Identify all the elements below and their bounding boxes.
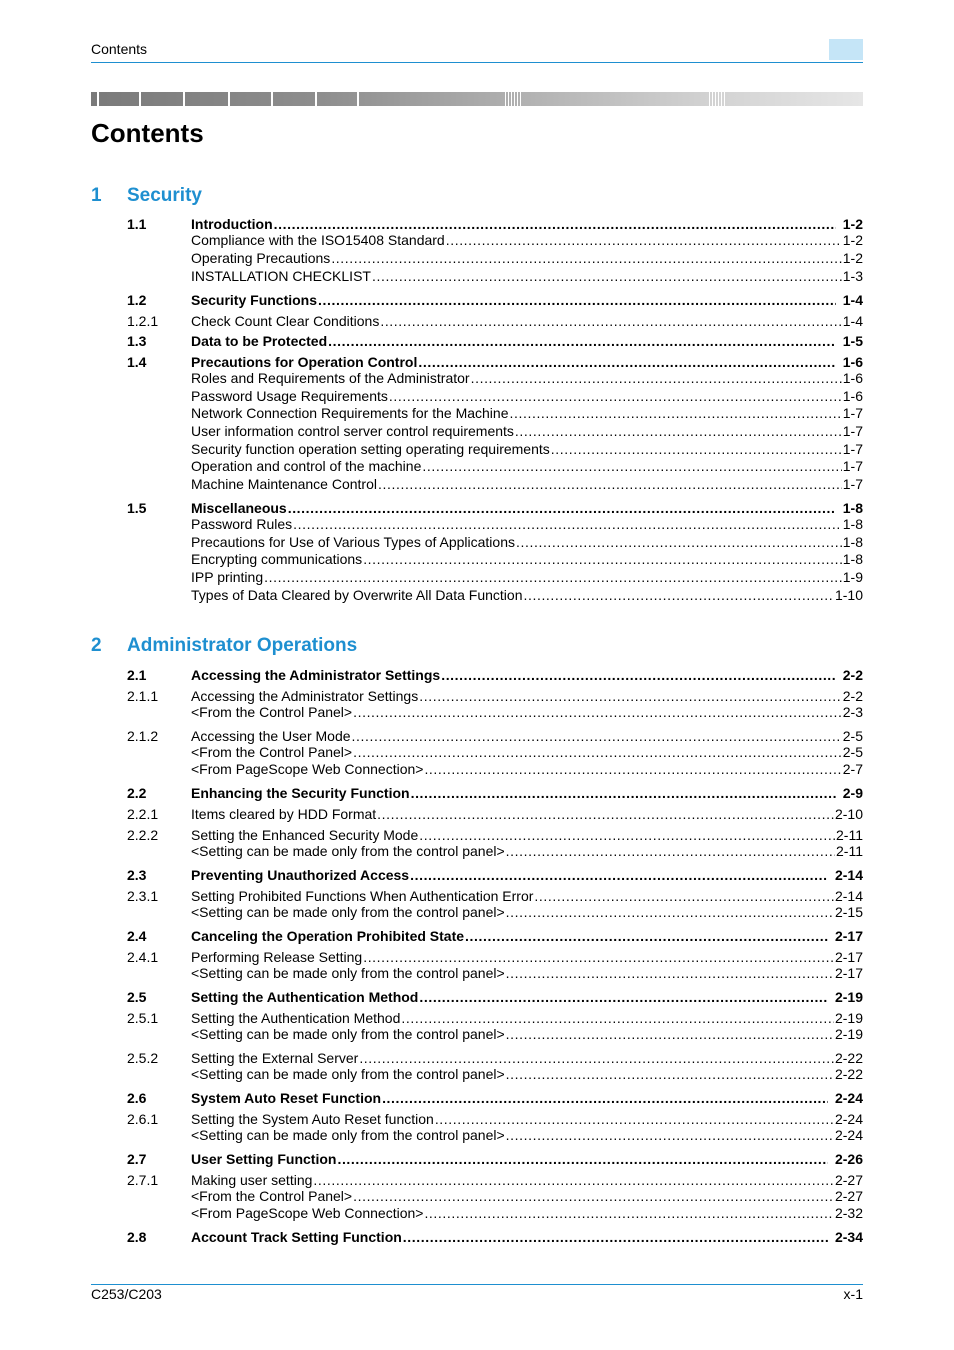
toc-entry-title: Setting the System Auto Reset function — [191, 1111, 434, 1127]
toc-dot-leader — [418, 354, 835, 370]
toc-entry[interactable] — [127, 370, 863, 386]
toc-entry-page: 1-4 — [842, 313, 863, 329]
toc-entry-page: 2-17 — [834, 965, 863, 981]
toc-entry[interactable] — [127, 1090, 863, 1106]
toc-dot-leader — [510, 405, 842, 421]
toc-entry-body — [191, 292, 863, 308]
toc-entry-page: 2-5 — [842, 728, 863, 744]
toc-dot-leader — [534, 888, 834, 904]
toc-entry-page: 2-24 — [834, 1090, 863, 1106]
toc-entry-page: 2-14 — [834, 888, 863, 904]
toc-entry-title: Setting the Authentication Method — [191, 989, 419, 1005]
chapter-title: Security — [127, 185, 202, 206]
toc-dot-leader — [523, 587, 833, 603]
toc-entry-body — [191, 744, 863, 760]
footer-divider — [91, 1284, 863, 1285]
toc-entry-number: 2.2 — [127, 785, 147, 801]
toc-entry-title: Check Count Clear Conditions — [191, 313, 380, 329]
header-tab-marker — [829, 39, 863, 60]
toc-entry-body — [191, 761, 863, 777]
toc-entry-page: 2-19 — [834, 1026, 863, 1042]
toc-entry-title: Accessing the Administrator Settings — [191, 667, 441, 683]
toc-dot-leader — [382, 1090, 828, 1106]
toc-entry-body — [191, 268, 863, 284]
toc-entry-body — [191, 806, 863, 822]
toc-entry[interactable] — [127, 1127, 863, 1143]
toc-entry-title: Encrypting communications — [191, 551, 363, 567]
toc-entry[interactable] — [127, 1205, 863, 1221]
toc-entry-page: 2-22 — [834, 1050, 863, 1066]
toc-entry-body — [191, 1010, 863, 1026]
toc-entry-body — [191, 441, 863, 457]
toc-entry-number: 2.5.2 — [127, 1050, 159, 1066]
toc-entry[interactable] — [127, 292, 863, 308]
toc-dot-leader — [331, 250, 841, 266]
toc-entry-body — [191, 370, 863, 386]
toc-entry-body — [191, 388, 863, 404]
toc-dot-leader — [422, 458, 841, 474]
toc-entry-body — [191, 458, 863, 474]
toc-entry-page: 1-3 — [842, 268, 863, 284]
toc-entry[interactable] — [127, 500, 863, 516]
toc-entry[interactable] — [127, 1111, 863, 1127]
toc-entry[interactable] — [127, 827, 863, 843]
toc-entry-body — [191, 928, 863, 944]
toc-entry-title: Setting Prohibited Functions When Authentication Error — [191, 888, 534, 904]
toc-entry[interactable] — [127, 843, 863, 859]
toc-entry[interactable] — [127, 516, 863, 532]
toc-entry-number: 2.8 — [127, 1229, 147, 1245]
toc-entry-title: Roles and Requirements of the Administrator — [191, 370, 470, 386]
toc-entry-body — [191, 1026, 863, 1042]
toc-entry[interactable] — [127, 441, 863, 457]
toc-dot-leader — [441, 667, 836, 683]
toc-entry-number: 2.1 — [127, 667, 147, 683]
toc-dot-leader — [401, 1010, 834, 1026]
toc-entry-page: 2-15 — [834, 904, 863, 920]
toc-entry-title: Making user setting — [191, 1172, 313, 1188]
toc-dot-leader — [419, 827, 835, 843]
toc-dot-leader — [424, 761, 841, 777]
toc-entry-page: 2-32 — [834, 1205, 863, 1221]
toc-entry-page: 1-5 — [842, 333, 863, 349]
toc-entry-page: 1-8 — [842, 551, 863, 567]
toc-entry-page: 1-2 — [842, 216, 863, 232]
toc-entry-page: 2-24 — [834, 1127, 863, 1143]
toc-dot-leader — [506, 965, 834, 981]
toc-dot-leader — [411, 785, 836, 801]
toc-entry-title: Miscellaneous — [191, 500, 287, 516]
toc-entry-number: 2.6 — [127, 1090, 147, 1106]
toc-entry[interactable] — [127, 965, 863, 981]
toc-entry[interactable] — [127, 250, 863, 266]
toc-entry-body — [191, 1229, 863, 1245]
toc-dot-leader — [359, 1050, 834, 1066]
toc-entry-page: 1-6 — [842, 370, 863, 386]
toc-entry-body — [191, 313, 863, 329]
toc-entry-body — [191, 216, 863, 232]
toc-entry-body — [191, 232, 863, 248]
toc-entry-number: 1.5 — [127, 500, 147, 516]
toc-entry[interactable] — [127, 785, 863, 801]
toc-entry[interactable] — [127, 806, 863, 822]
toc-dot-leader — [506, 904, 834, 920]
toc-entry[interactable] — [127, 1188, 863, 1204]
toc-entry-page: 1-7 — [842, 458, 863, 474]
toc-entry-body — [191, 405, 863, 421]
toc-dot-leader — [274, 216, 836, 232]
toc-dot-leader — [372, 268, 842, 284]
toc-dot-leader — [288, 500, 836, 516]
chapter-number: 2 — [91, 635, 102, 656]
toc-dot-leader — [465, 928, 828, 944]
toc-entry-title: Precautions for Use of Various Types of Applications — [191, 534, 515, 550]
toc-entry[interactable] — [127, 268, 863, 284]
toc-entry-body — [191, 904, 863, 920]
toc-entry[interactable] — [127, 704, 863, 720]
toc-entry-title: Introduction — [191, 216, 273, 232]
toc-dot-leader — [471, 370, 842, 386]
toc-entry[interactable] — [127, 423, 863, 439]
toc-dot-leader — [410, 867, 828, 883]
toc-entry-number: 2.3 — [127, 867, 147, 883]
toc-entry-page: 2-5 — [842, 744, 863, 760]
toc-entry-page: 1-7 — [842, 423, 863, 439]
toc-entry-body — [191, 587, 863, 603]
toc-entry-title: Accessing the User Mode — [191, 728, 351, 744]
toc-entry-title: User Setting Function — [191, 1151, 337, 1167]
toc-entry-title: Password Rules — [191, 516, 293, 532]
toc-dot-leader — [352, 728, 842, 744]
toc-entry[interactable] — [127, 534, 863, 550]
toc-entry-body — [191, 250, 863, 266]
toc-dot-leader — [506, 1026, 834, 1042]
toc-entry-body — [191, 867, 863, 883]
toc-entry[interactable] — [127, 1229, 863, 1245]
toc-entry[interactable] — [127, 867, 863, 883]
toc-entry-page: 2-11 — [836, 843, 863, 859]
toc-entry[interactable] — [127, 1151, 863, 1167]
toc-entry-page: 1-6 — [842, 388, 863, 404]
toc-entry-page: 2-34 — [834, 1229, 863, 1245]
toc-entry[interactable] — [127, 388, 863, 404]
toc-entry-number: 1.2.1 — [127, 313, 159, 329]
toc-entry-title: Operation and control of the machine — [191, 458, 422, 474]
toc-entry-page: 2-3 — [842, 704, 863, 720]
toc-entry-title: <Setting can be made only from the control panel> — [191, 1026, 505, 1042]
toc-entry-body — [191, 569, 863, 585]
toc-entry-page: 1-4 — [842, 292, 863, 308]
toc-entry[interactable] — [127, 1066, 863, 1082]
toc-entry-number: 1.1 — [127, 216, 147, 232]
toc-entry-title: Setting the Authentication Method — [191, 1010, 401, 1026]
toc-entry-page: 2-19 — [834, 1010, 863, 1026]
toc-dot-leader — [389, 388, 842, 404]
toc-entry[interactable] — [127, 989, 863, 1005]
toc-dot-leader — [435, 1111, 834, 1127]
toc-dot-leader — [318, 292, 836, 308]
toc-entry-page: 2-17 — [834, 949, 863, 965]
toc-entry-body — [191, 1205, 863, 1221]
toc-entry-body — [191, 333, 863, 349]
toc-entry-title: Account Track Setting Function — [191, 1229, 402, 1245]
toc-entry-page: 2-2 — [842, 667, 863, 683]
toc-entry[interactable] — [127, 405, 863, 421]
toc-entry-body — [191, 423, 863, 439]
toc-entry-number: 2.2.2 — [127, 827, 159, 843]
toc-entry-number: 2.4.1 — [127, 949, 159, 965]
toc-dot-leader — [313, 1172, 834, 1188]
toc-entry-number: 2.3.1 — [127, 888, 159, 904]
toc-dot-leader — [516, 534, 842, 550]
toc-entry-page: 2-7 — [842, 761, 863, 777]
toc-entry-number: 2.1.1 — [127, 688, 159, 704]
toc-entry-body — [191, 1172, 863, 1188]
toc-entry-number: 2.1.2 — [127, 728, 159, 744]
toc-entry-title: <From the Control Panel> — [191, 1188, 353, 1204]
toc-entry[interactable] — [127, 928, 863, 944]
toc-entry-title: Performing Release Setting — [191, 949, 363, 965]
toc-dot-leader — [328, 333, 836, 349]
toc-dot-leader — [403, 1229, 828, 1245]
toc-entry-title: <Setting can be made only from the control panel> — [191, 965, 505, 981]
toc-entry-page: 1-10 — [834, 587, 863, 603]
toc-entry[interactable] — [127, 458, 863, 474]
toc-entry-title: <Setting can be made only from the control panel> — [191, 843, 505, 859]
toc-entry-body — [191, 1066, 863, 1082]
toc-entry-title: Enhancing the Security Function — [191, 785, 410, 801]
toc-entry-title: <Setting can be made only from the control panel> — [191, 904, 505, 920]
toc-entry-number: 2.2.1 — [127, 806, 159, 822]
toc-entry[interactable] — [127, 569, 863, 585]
toc-entry-body — [191, 888, 863, 904]
toc-entry[interactable] — [127, 761, 863, 777]
toc-dot-leader — [363, 949, 834, 965]
toc-entry-body — [191, 516, 863, 532]
footer-page-number: x-1 — [843, 1286, 863, 1302]
toc-entry-body — [191, 534, 863, 550]
toc-dot-leader — [353, 744, 842, 760]
toc-dot-leader — [551, 441, 842, 457]
toc-entry-page: 2-27 — [834, 1188, 863, 1204]
toc-entry[interactable] — [127, 333, 863, 349]
toc-entry[interactable] — [127, 551, 863, 567]
toc-dot-leader — [419, 688, 842, 704]
toc-entry-title: Preventing Unauthorized Access — [191, 867, 410, 883]
toc-entry-page: 1-7 — [842, 476, 863, 492]
toc-dot-leader — [506, 843, 835, 859]
toc-entry-title: <From PageScope Web Connection> — [191, 761, 424, 777]
toc-entry[interactable] — [127, 1172, 863, 1188]
toc-entry-page: 2-24 — [834, 1111, 863, 1127]
toc-entry-body — [191, 989, 863, 1005]
toc-dot-leader — [515, 423, 842, 439]
toc-dot-leader — [378, 476, 842, 492]
toc-entry-page: 1-7 — [842, 441, 863, 457]
toc-dot-leader — [506, 1066, 834, 1082]
toc-entry-title: Compliance with the ISO15408 Standard — [191, 232, 445, 248]
toc-entry-title: Precautions for Operation Control — [191, 354, 418, 370]
toc-entry-page: 2-22 — [834, 1066, 863, 1082]
toc-entry-title: <From the Control Panel> — [191, 744, 353, 760]
toc-entry-page: 1-6 — [842, 354, 863, 370]
running-header-title: Contents — [91, 41, 148, 57]
toc-entry[interactable] — [127, 744, 863, 760]
toc-entry-body — [191, 1050, 863, 1066]
toc-entry-body — [191, 1111, 863, 1127]
toc-dot-leader — [424, 1205, 834, 1221]
toc-dot-leader — [446, 232, 842, 248]
toc-entry[interactable] — [127, 904, 863, 920]
toc-entry-title: IPP printing — [191, 569, 264, 585]
toc-dot-leader — [506, 1127, 834, 1143]
toc-entry-title: Security Functions — [191, 292, 318, 308]
toc-dot-leader — [377, 806, 834, 822]
toc-entry-page: 2-17 — [834, 928, 863, 944]
toc-entry-body — [191, 1151, 863, 1167]
toc-entry[interactable] — [127, 667, 863, 683]
toc-entry-body — [191, 1090, 863, 1106]
toc-entry-title: Network Connection Requirements for the Machine — [191, 405, 509, 421]
toc-entry-page: 1-2 — [842, 232, 863, 248]
toc-entry-body — [191, 476, 863, 492]
toc-entry-body — [191, 500, 863, 516]
toc-entry-number: 2.7.1 — [127, 1172, 159, 1188]
toc-entry-number: 1.4 — [127, 354, 147, 370]
chapter-number: 1 — [91, 185, 102, 206]
header-divider — [91, 62, 863, 63]
toc-entry[interactable] — [127, 232, 863, 248]
toc-entry-title: Security function operation setting operating requirements — [191, 441, 550, 457]
toc-entry-page: 1-8 — [842, 516, 863, 532]
toc-entry-title: <Setting can be made only from the control panel> — [191, 1066, 505, 1082]
toc-entry[interactable] — [127, 1010, 863, 1026]
toc-entry-title: Data to be Protected — [191, 333, 328, 349]
toc-entry[interactable] — [127, 313, 863, 329]
toc-entry-page: 2-9 — [842, 785, 863, 801]
toc-entry-title: Setting the External Server — [191, 1050, 359, 1066]
toc-entry-body — [191, 1188, 863, 1204]
toc-entry-page: 2-10 — [834, 806, 863, 822]
toc-entry-body — [191, 843, 863, 859]
toc-entry-title: Setting the Enhanced Security Mode — [191, 827, 419, 843]
toc-entry[interactable] — [127, 728, 863, 744]
toc-entry-page: 1-8 — [842, 534, 863, 550]
toc-entry-number: 1.3 — [127, 333, 147, 349]
toc-entry[interactable] — [127, 688, 863, 704]
toc-entry-title: <From the Control Panel> — [191, 704, 353, 720]
toc-entry[interactable] — [127, 949, 863, 965]
toc-entry-body — [191, 704, 863, 720]
toc-entry-body — [191, 827, 863, 843]
toc-dot-leader — [264, 569, 842, 585]
toc-entry[interactable] — [127, 587, 863, 603]
toc-dot-leader — [293, 516, 842, 532]
toc-entry-title: Canceling the Operation Prohibited State — [191, 928, 465, 944]
toc-entry[interactable] — [127, 476, 863, 492]
toc-dot-leader — [337, 1151, 828, 1167]
toc-entry-page: 2-2 — [842, 688, 863, 704]
toc-entry-page: 2-14 — [834, 867, 863, 883]
toc-entry-body — [191, 667, 863, 683]
toc-entry-page: 2-11 — [836, 827, 863, 843]
toc-entry-title: Operating Precautions — [191, 250, 331, 266]
toc-dot-leader — [380, 313, 841, 329]
toc-entry[interactable] — [127, 1050, 863, 1066]
toc-entry-title: Machine Maintenance Control — [191, 476, 377, 492]
toc-entry-title: System Auto Reset Function — [191, 1090, 382, 1106]
toc-entry-number: 2.5 — [127, 989, 147, 1005]
toc-entry-body — [191, 1127, 863, 1143]
toc-entry-page: 1-2 — [842, 250, 863, 266]
toc-entry-title: Password Usage Requirements — [191, 388, 388, 404]
toc-entry-title: INSTALLATION CHECKLIST — [191, 268, 371, 284]
toc-entry-page: 1-8 — [842, 500, 863, 516]
toc-entry-title: <Setting can be made only from the control panel> — [191, 1127, 505, 1143]
toc-entry-number: 2.5.1 — [127, 1010, 159, 1026]
toc-entry-page: 1-7 — [842, 405, 863, 421]
toc-dot-leader — [353, 1188, 834, 1204]
toc-entry-page: 2-27 — [834, 1172, 863, 1188]
toc-entry-body — [191, 728, 863, 744]
toc-entry[interactable] — [127, 888, 863, 904]
toc-entry-body — [191, 688, 863, 704]
toc-dot-leader — [419, 989, 828, 1005]
toc-entry-page: 1-9 — [842, 569, 863, 585]
toc-entry-title: Items cleared by HDD Format — [191, 806, 377, 822]
toc-entry-page: 2-19 — [834, 989, 863, 1005]
chapter-title: Administrator Operations — [127, 635, 358, 656]
toc-entry-number: 2.4 — [127, 928, 147, 944]
toc-entry-page: 2-26 — [834, 1151, 863, 1167]
toc-entry-body — [191, 354, 863, 370]
page-title: Contents — [91, 118, 204, 148]
toc-entry-body — [191, 551, 863, 567]
footer-model-name: C253/C203 — [91, 1286, 162, 1302]
toc-entry[interactable] — [127, 1026, 863, 1042]
toc-entry-number: 1.2 — [127, 292, 147, 308]
toc-entry-body — [191, 785, 863, 801]
toc-dot-leader — [353, 704, 842, 720]
toc-entry[interactable] — [127, 354, 863, 370]
toc-entry-title: User information control server control requirements — [191, 423, 514, 439]
decorative-gradient-bar — [91, 92, 863, 106]
toc-entry[interactable] — [127, 216, 863, 232]
toc-entry-number: 2.7 — [127, 1151, 147, 1167]
toc-entry-number: 2.6.1 — [127, 1111, 159, 1127]
toc-entry-title: <From PageScope Web Connection> — [191, 1205, 424, 1221]
toc-entry-body — [191, 949, 863, 965]
toc-entry-title: Types of Data Cleared by Overwrite All Data Function — [191, 587, 523, 603]
toc-entry-body — [191, 965, 863, 981]
toc-entry-title: Accessing the Administrator Settings — [191, 688, 419, 704]
toc-dot-leader — [363, 551, 842, 567]
